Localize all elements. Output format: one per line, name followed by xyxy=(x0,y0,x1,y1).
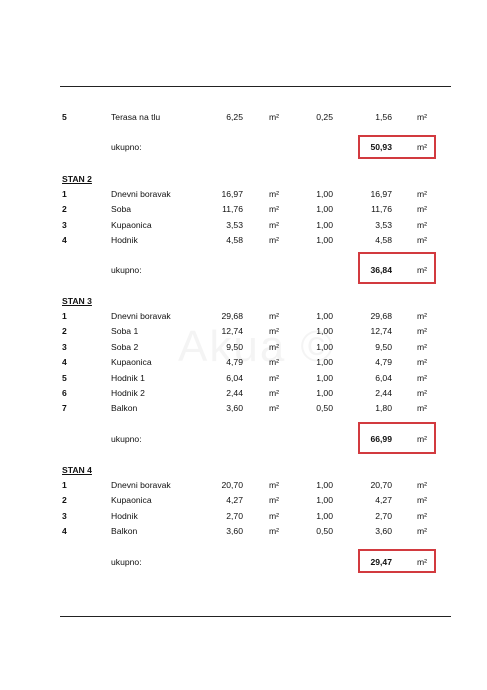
total-highlight-box xyxy=(358,549,436,573)
table-row: 4 Hodnik 4,58 m² 1,00 4,58 m² xyxy=(62,235,428,246)
table-row: 1 Dnevni boravak 16,97 m² 1,00 16,97 m² xyxy=(62,189,428,199)
table-row: 5 Terasa na tlu 6,25 m² 0,25 1,56 m² xyxy=(62,112,428,122)
section-heading: STAN 4 xyxy=(62,465,92,475)
section-heading: STAN 3 xyxy=(62,296,92,306)
section-heading: STAN 2 xyxy=(62,174,92,184)
table-row: 4 Kupaonica 4,79 m² 1,00 4,79 m² xyxy=(62,357,428,368)
table-row: 2 Soba 1 12,74 m² 1,00 12,74 m² xyxy=(62,326,428,337)
table-row: 2 Soba 11,76 m² 1,00 11,76 m² xyxy=(62,204,428,215)
total-highlight-box xyxy=(358,252,436,284)
table-row: 6 Hodnik 2 2,44 m² 1,00 2,44 m² xyxy=(62,388,428,398)
total-value: 29,47 xyxy=(370,557,392,567)
table-row: 3 Kupaonica 3,53 m² 1,00 3,53 m² xyxy=(62,219,428,230)
total-highlight-box xyxy=(358,422,436,454)
total-row: ukupno: 66,99 m² xyxy=(111,434,428,444)
table-row: 5 Hodnik 1 6,04 m² 1,00 6,04 m² xyxy=(62,372,428,383)
table-row: 4 Balkon 3,60 m² 0,50 3,60 m² xyxy=(62,526,428,537)
total-value: 50,93 xyxy=(370,142,392,152)
bottom-rule xyxy=(60,616,451,617)
table-row: 3 Soba 2 9,50 m² 1,00 9,50 m² xyxy=(62,341,428,352)
total-highlight-box xyxy=(358,135,436,159)
table-row: 1 Dnevni boravak 20,70 m² 1,00 20,70 m² xyxy=(62,480,428,490)
table-row: 2 Kupaonica 4,27 m² 1,00 4,27 m² xyxy=(62,495,428,506)
top-rule xyxy=(60,86,451,87)
total-row: ukupno: 50,93 m² xyxy=(111,142,428,152)
table-row: 7 Balkon 3,60 m² 0,50 1,80 m² xyxy=(62,403,428,414)
total-row: ukupno: 36,84 m² xyxy=(111,265,428,275)
table-row: 1 Dnevni boravak 29,68 m² 1,00 29,68 m² xyxy=(62,311,428,321)
total-row: ukupno: 29,47 m² xyxy=(111,557,428,567)
total-value: 36,84 xyxy=(370,265,392,275)
total-value: 66,99 xyxy=(370,434,392,444)
table-row: 3 Hodnik 2,70 m² 1,00 2,70 m² xyxy=(62,510,428,521)
